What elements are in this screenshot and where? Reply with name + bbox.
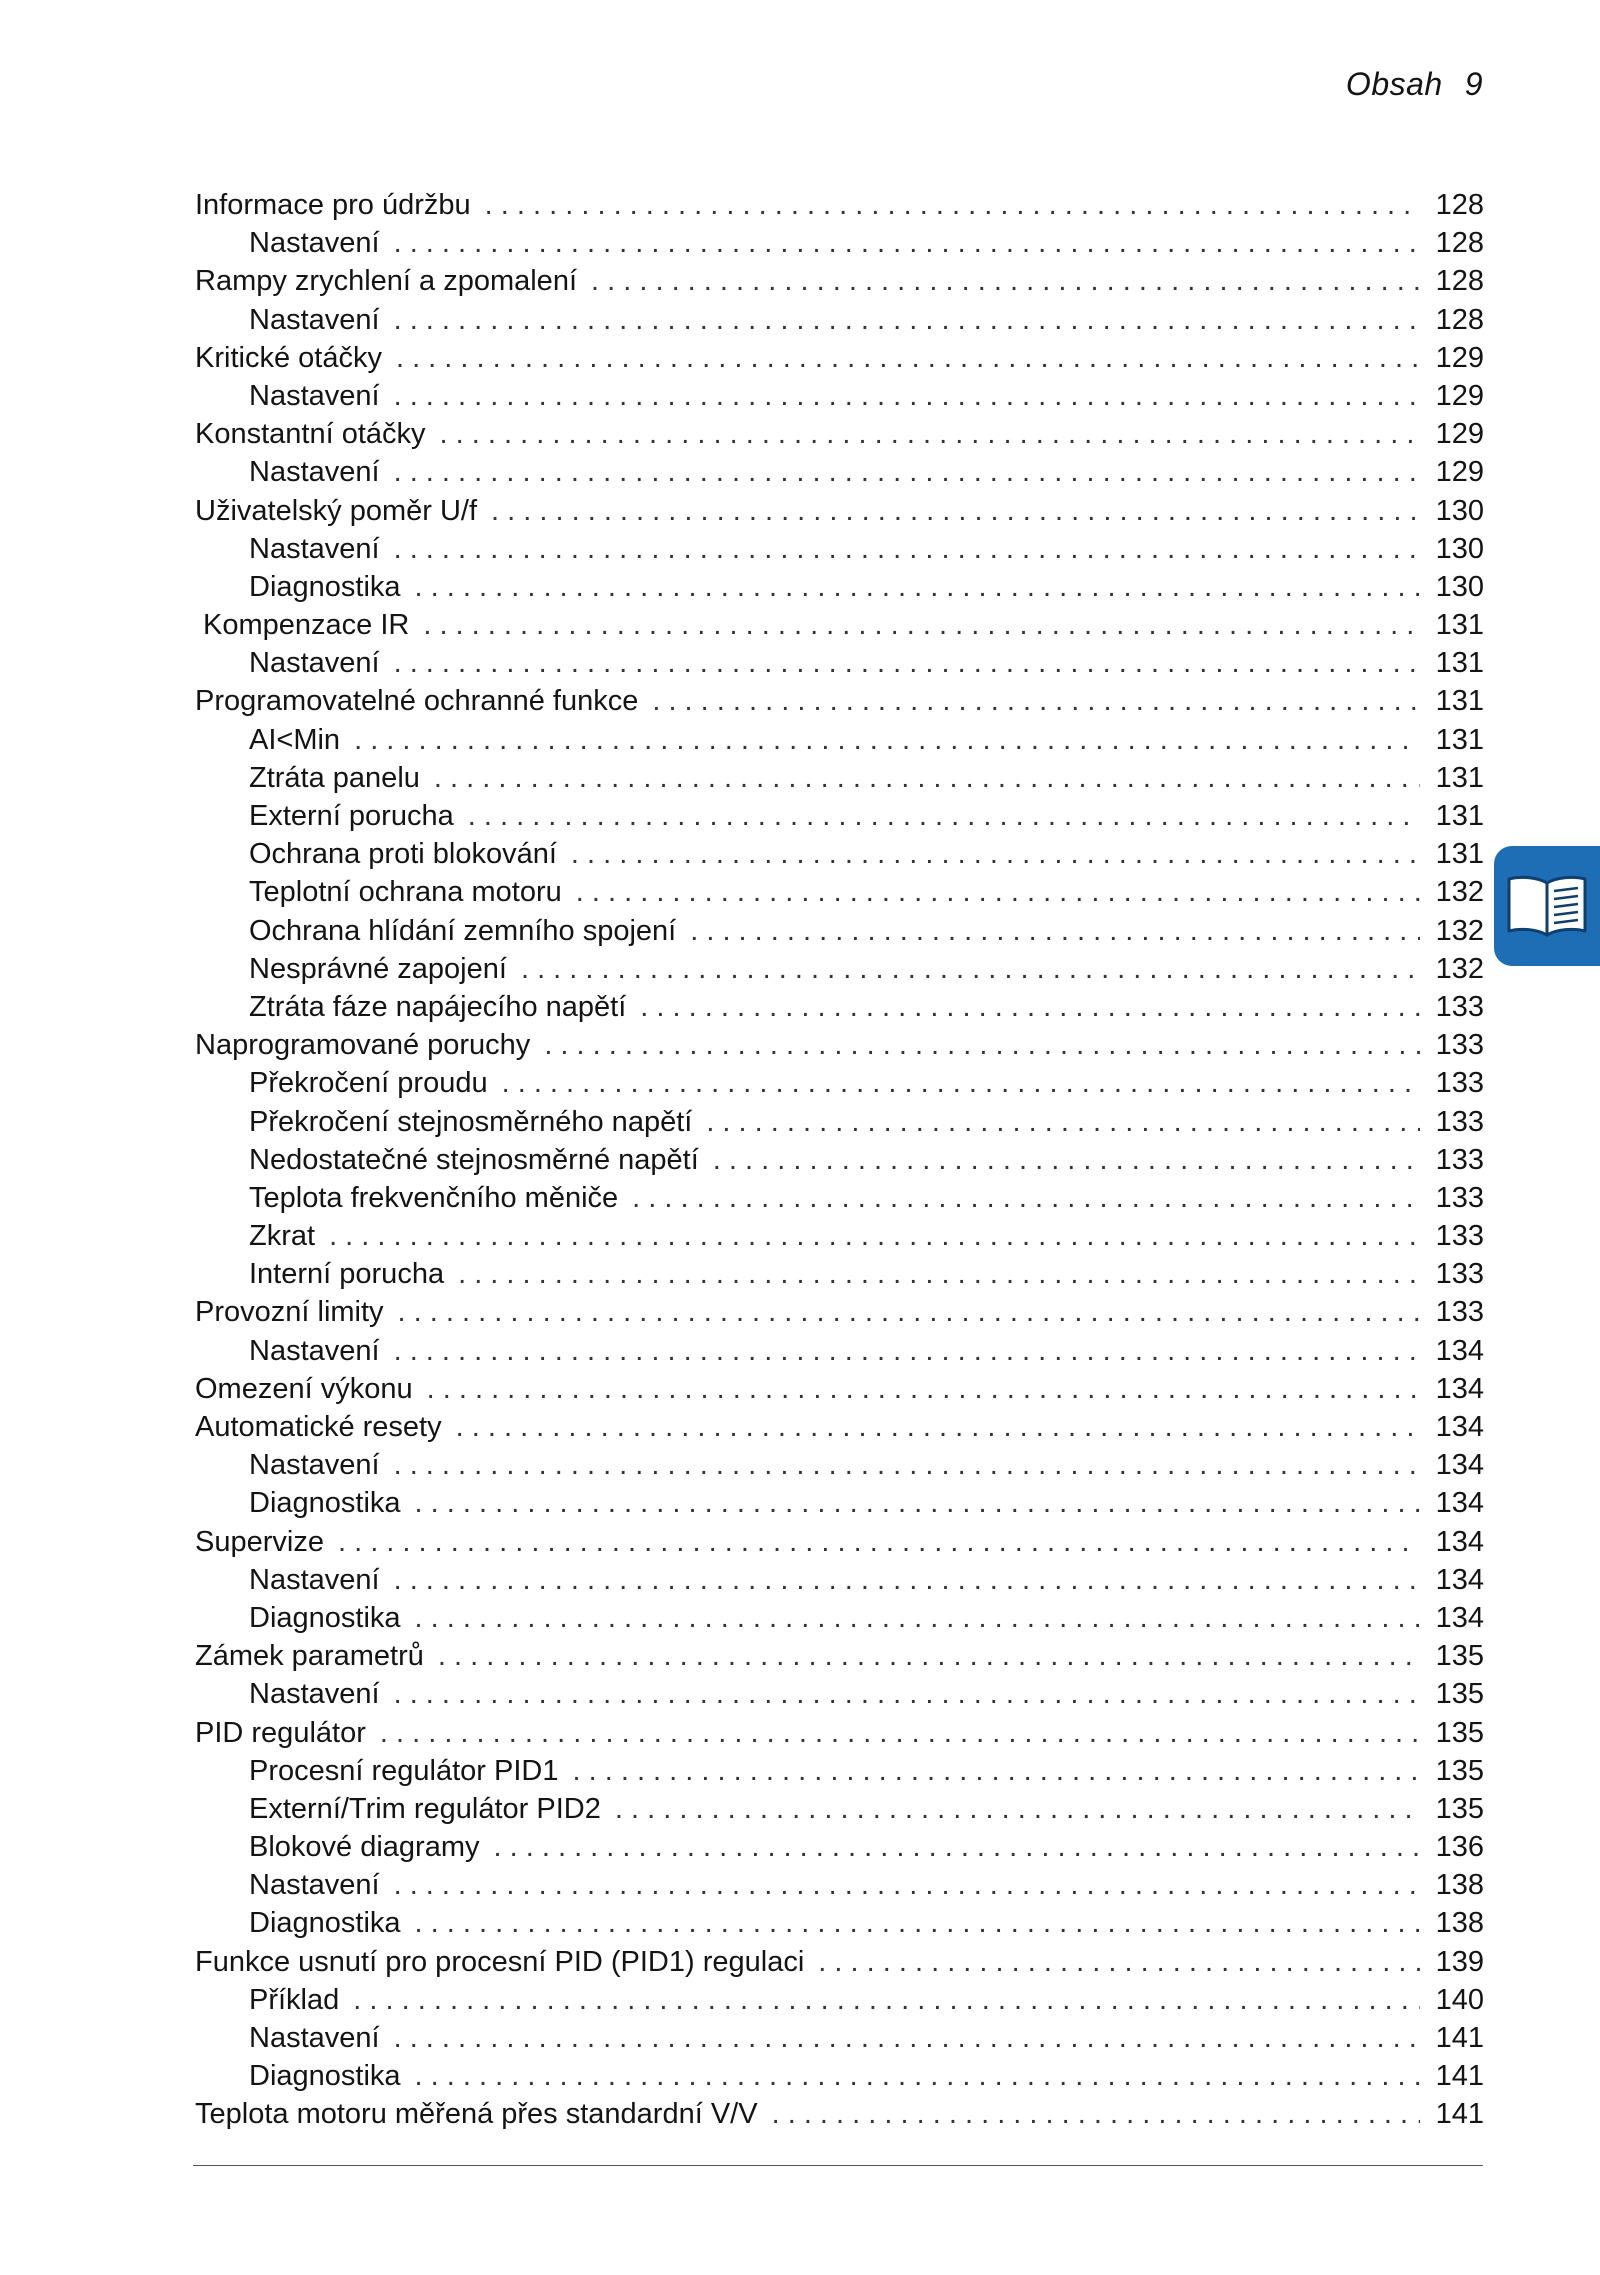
toc-entry-page: 134 bbox=[1435, 1449, 1484, 1482]
toc-entry-page: 140 bbox=[1435, 1983, 1484, 2016]
toc-entry[interactable] bbox=[195, 224, 1484, 262]
toc-entry[interactable] bbox=[195, 1255, 1484, 1293]
toc-entry-title: Rampy zrychlení a zpomalení bbox=[195, 265, 577, 298]
toc-entry[interactable] bbox=[195, 377, 1484, 415]
toc-entry-page: 141 bbox=[1435, 2022, 1484, 2054]
toc-entry-title: Překročení stejnosměrného napětí bbox=[249, 1105, 693, 1138]
toc-entry-title: Kritické otáčky bbox=[195, 341, 382, 374]
dot-leader bbox=[456, 1408, 1420, 1446]
toc-entry-page: 128 bbox=[1435, 265, 1484, 298]
toc-entry-page: 128 bbox=[1435, 189, 1484, 221]
toc-entry[interactable] bbox=[195, 1484, 1484, 1522]
toc-entry[interactable] bbox=[195, 2019, 1484, 2057]
toc-entry-title: Procesní regulátor PID1 bbox=[249, 1754, 559, 1787]
toc-entry-page: 131 bbox=[1435, 723, 1484, 756]
dot-leader bbox=[440, 415, 1420, 453]
toc-entry-page: 136 bbox=[1435, 1831, 1484, 1864]
toc-entry-title: Překročení proudu bbox=[249, 1067, 488, 1100]
dot-leader bbox=[494, 1828, 1421, 1866]
toc-entry-page: 134 bbox=[1435, 1601, 1484, 1634]
toc-entry[interactable] bbox=[195, 1675, 1484, 1713]
toc-entry[interactable] bbox=[195, 1026, 1484, 1064]
dot-leader bbox=[394, 530, 1420, 568]
toc-entry-page: 133 bbox=[1435, 1220, 1484, 1253]
toc-entry-page: 128 bbox=[1435, 227, 1484, 260]
toc-entry-title: Diagnostika bbox=[249, 1487, 401, 1520]
dot-leader bbox=[415, 1904, 1420, 1942]
dot-leader bbox=[394, 2019, 1420, 2057]
dot-leader bbox=[591, 262, 1420, 300]
toc-entry-title: Nedostatečné stejnosměrné napětí bbox=[249, 1143, 699, 1176]
toc-entry-page: 135 bbox=[1435, 1678, 1484, 1711]
toc-entry-page: 135 bbox=[1435, 1716, 1484, 1749]
toc-entry[interactable] bbox=[195, 1637, 1484, 1675]
dot-leader bbox=[380, 1714, 1420, 1752]
toc-entry-title: Naprogramované poruchy bbox=[195, 1029, 531, 1062]
dot-leader bbox=[394, 224, 1420, 262]
dot-leader bbox=[521, 950, 1420, 988]
toc-entry-page: 129 bbox=[1435, 418, 1484, 451]
toc-entry-title: Supervize bbox=[195, 1525, 324, 1558]
toc-entry-page: 133 bbox=[1435, 1029, 1484, 1062]
dot-leader bbox=[458, 1255, 1420, 1293]
toc-entry[interactable] bbox=[195, 568, 1484, 606]
dot-leader bbox=[394, 1866, 1420, 1904]
toc-entry-page: 134 bbox=[1435, 1525, 1484, 1558]
toc-entry-title: Ochrana proti blokování bbox=[249, 838, 557, 871]
toc-entry[interactable] bbox=[195, 797, 1484, 835]
dot-leader bbox=[615, 1790, 1420, 1828]
toc-entry-title: Funkce usnutí pro procesní PID (PID1) regulaci bbox=[195, 1945, 805, 1978]
toc-entry[interactable] bbox=[195, 1179, 1484, 1217]
toc-entry[interactable] bbox=[195, 1064, 1484, 1102]
toc-entry[interactable] bbox=[195, 1523, 1484, 1561]
dot-leader bbox=[394, 1675, 1420, 1713]
toc-entry-page: 138 bbox=[1435, 1907, 1484, 1940]
toc-entry[interactable] bbox=[195, 1561, 1484, 1599]
toc-entry-title: Příklad bbox=[249, 1983, 340, 2016]
toc-entry[interactable] bbox=[195, 873, 1484, 911]
toc-entry[interactable] bbox=[195, 912, 1484, 950]
toc-entry-title: Uživatelský poměr U/f bbox=[195, 494, 478, 527]
toc-entry-title: Diagnostika bbox=[249, 1907, 401, 1940]
toc-entry-title: Nastavení bbox=[249, 1563, 380, 1596]
toc-entry[interactable] bbox=[195, 1828, 1484, 1866]
toc-entry[interactable] bbox=[195, 988, 1484, 1026]
toc-entry[interactable] bbox=[195, 492, 1484, 530]
dot-leader bbox=[398, 1293, 1420, 1331]
toc-entry-title: Teplota frekvenčního měniče bbox=[249, 1181, 619, 1214]
toc-entry-title: Nastavení bbox=[249, 227, 380, 260]
toc-entry-title: Nastavení bbox=[249, 379, 380, 412]
dot-leader bbox=[485, 186, 1420, 224]
dot-leader bbox=[353, 1981, 1420, 2019]
toc-entry-page: 133 bbox=[1435, 1105, 1484, 1138]
toc-entry-page: 129 bbox=[1435, 456, 1484, 489]
toc-entry-title: Ztráta fáze napájecího napětí bbox=[249, 990, 627, 1023]
toc-entry[interactable] bbox=[195, 530, 1484, 568]
table-of-contents bbox=[195, 186, 1484, 2134]
toc-entry-page: 133 bbox=[1435, 1181, 1484, 1214]
toc-entry-page: 130 bbox=[1435, 494, 1484, 527]
dot-leader bbox=[427, 1370, 1420, 1408]
dot-leader bbox=[394, 301, 1420, 339]
toc-entry-title: PID regulátor bbox=[195, 1716, 366, 1749]
dot-leader bbox=[544, 1026, 1420, 1064]
toc-entry[interactable] bbox=[195, 1446, 1484, 1484]
toc-entry-title: Ochrana hlídání zemního spojení bbox=[249, 914, 677, 947]
toc-entry-page: 131 bbox=[1435, 609, 1484, 642]
dot-leader bbox=[572, 1752, 1420, 1790]
toc-entry-title: Diagnostika bbox=[249, 570, 401, 603]
toc-entry[interactable] bbox=[195, 1370, 1484, 1408]
dot-leader bbox=[652, 682, 1420, 720]
toc-entry-title: Nastavení bbox=[249, 1334, 380, 1367]
toc-entry-title: Teplota motoru měřená přes standardní V/V bbox=[195, 2098, 758, 2131]
toc-entry-title: Provozní limity bbox=[195, 1296, 384, 1329]
toc-entry[interactable] bbox=[195, 1141, 1484, 1179]
toc-entry-title: Interní porucha bbox=[249, 1258, 445, 1291]
dot-leader bbox=[338, 1523, 1420, 1561]
toc-entry-page: 132 bbox=[1435, 876, 1484, 909]
toc-entry[interactable] bbox=[195, 950, 1484, 988]
toc-entry[interactable] bbox=[195, 262, 1484, 300]
dot-leader bbox=[394, 1446, 1420, 1484]
toc-entry-title: Nastavení bbox=[249, 303, 380, 336]
dot-leader bbox=[706, 1103, 1420, 1141]
toc-entry[interactable] bbox=[195, 1103, 1484, 1141]
dot-leader bbox=[772, 2095, 1420, 2133]
chapter-tab[interactable] bbox=[1494, 846, 1600, 966]
toc-entry[interactable] bbox=[195, 1217, 1484, 1255]
toc-entry-page: 129 bbox=[1435, 341, 1484, 374]
dot-leader bbox=[690, 912, 1420, 950]
toc-entry-title: Zámek parametrů bbox=[195, 1640, 424, 1673]
toc-entry[interactable] bbox=[195, 415, 1484, 453]
page-header bbox=[1346, 66, 1483, 103]
toc-entry-page: 139 bbox=[1435, 1945, 1484, 1978]
toc-entry[interactable] bbox=[195, 1790, 1484, 1828]
dot-leader bbox=[415, 568, 1420, 606]
toc-entry[interactable] bbox=[195, 682, 1484, 720]
dot-leader bbox=[394, 1561, 1420, 1599]
toc-entry[interactable] bbox=[195, 2095, 1484, 2133]
toc-entry-title: Nastavení bbox=[249, 1449, 380, 1482]
toc-entry-page: 138 bbox=[1435, 1869, 1484, 1902]
toc-entry-title: AI<Min bbox=[249, 723, 341, 756]
toc-entry-title: Ztráta panelu bbox=[249, 761, 420, 794]
toc-entry-page: 134 bbox=[1435, 1411, 1484, 1443]
toc-entry-page: 132 bbox=[1435, 952, 1484, 985]
toc-entry-page: 134 bbox=[1435, 1334, 1484, 1367]
toc-entry-page: 131 bbox=[1435, 685, 1484, 718]
toc-entry-title: Externí/Trim regulátor PID2 bbox=[249, 1792, 601, 1825]
toc-entry-title: Externí porucha bbox=[249, 800, 454, 832]
toc-entry-title: Nastavení bbox=[249, 456, 380, 489]
toc-entry[interactable] bbox=[195, 721, 1484, 759]
toc-entry-page: 133 bbox=[1435, 1143, 1484, 1176]
dot-leader bbox=[396, 339, 1420, 377]
dot-leader bbox=[502, 1064, 1420, 1102]
toc-entry-title: Nastavení bbox=[249, 2022, 380, 2054]
toc-entry-page: 141 bbox=[1435, 2098, 1484, 2131]
toc-entry-page: 129 bbox=[1435, 379, 1484, 412]
toc-entry-title: Nastavení bbox=[249, 647, 380, 680]
toc-entry-page: 131 bbox=[1435, 800, 1484, 832]
dot-leader bbox=[571, 835, 1420, 873]
toc-entry-title: Informace pro údržbu bbox=[195, 189, 471, 221]
toc-entry-page: 132 bbox=[1435, 914, 1484, 947]
book-icon bbox=[1504, 873, 1590, 939]
dot-leader bbox=[394, 453, 1420, 491]
toc-entry[interactable] bbox=[195, 301, 1484, 339]
toc-entry-page: 135 bbox=[1435, 1640, 1484, 1673]
toc-entry[interactable] bbox=[195, 186, 1484, 224]
toc-entry-page: 133 bbox=[1435, 1258, 1484, 1291]
toc-entry[interactable] bbox=[195, 644, 1484, 682]
dot-leader bbox=[394, 1332, 1420, 1370]
toc-entry-page: 130 bbox=[1435, 532, 1484, 565]
toc-entry-title: Konstantní otáčky bbox=[195, 418, 426, 451]
toc-entry-page: 131 bbox=[1435, 647, 1484, 680]
page-number: 9 bbox=[1464, 66, 1483, 102]
toc-entry[interactable] bbox=[195, 339, 1484, 377]
toc-entry[interactable] bbox=[195, 835, 1484, 873]
toc-entry[interactable] bbox=[195, 606, 1484, 644]
toc-entry-title: Nesprávné zapojení bbox=[249, 952, 507, 985]
dot-leader bbox=[632, 1179, 1420, 1217]
toc-entry-title: Teplotní ochrana motoru bbox=[249, 876, 562, 909]
toc-entry-page: 141 bbox=[1435, 2060, 1484, 2093]
toc-entry-title: Zkrat bbox=[249, 1220, 316, 1253]
toc-entry[interactable] bbox=[195, 1904, 1484, 1942]
toc-entry[interactable] bbox=[195, 2057, 1484, 2095]
toc-entry[interactable] bbox=[195, 1332, 1484, 1370]
toc-entry-title: Programovatelné ochranné funkce bbox=[195, 685, 639, 718]
dot-leader bbox=[415, 2057, 1420, 2095]
dot-leader bbox=[468, 797, 1420, 835]
dot-leader bbox=[713, 1141, 1420, 1179]
dot-leader bbox=[354, 721, 1420, 759]
toc-entry[interactable] bbox=[195, 1293, 1484, 1331]
dot-leader bbox=[576, 873, 1420, 911]
toc-entry-page: 133 bbox=[1435, 990, 1484, 1023]
toc-entry-title: Nastavení bbox=[249, 532, 380, 565]
toc-entry[interactable] bbox=[195, 1408, 1484, 1446]
dot-leader bbox=[415, 1484, 1420, 1522]
dot-leader bbox=[415, 1599, 1420, 1637]
toc-entry[interactable] bbox=[195, 1714, 1484, 1752]
toc-entry-page: 131 bbox=[1435, 761, 1484, 794]
dot-leader bbox=[818, 1943, 1420, 1981]
dot-leader bbox=[491, 492, 1420, 530]
toc-entry-page: 134 bbox=[1435, 1487, 1484, 1520]
toc-entry-page: 131 bbox=[1435, 838, 1484, 871]
toc-entry-title: Diagnostika bbox=[249, 1601, 401, 1634]
toc-entry-title: Kompenzace IR bbox=[203, 609, 410, 642]
toc-entry-title: Omezení výkonu bbox=[195, 1372, 413, 1405]
toc-entry[interactable] bbox=[195, 1943, 1484, 1981]
section-title: Obsah bbox=[1345, 66, 1443, 102]
dot-leader bbox=[329, 1217, 1420, 1255]
toc-entry-title: Blokové diagramy bbox=[249, 1831, 480, 1864]
toc-entry-page: 133 bbox=[1435, 1296, 1484, 1329]
toc-entry[interactable] bbox=[195, 759, 1484, 797]
toc-entry-title: Automatické resety bbox=[195, 1411, 442, 1443]
dot-leader bbox=[394, 377, 1420, 415]
dot-leader bbox=[434, 759, 1420, 797]
toc-entry-page: 133 bbox=[1435, 1067, 1484, 1100]
toc-entry-page: 135 bbox=[1435, 1792, 1484, 1825]
dot-leader bbox=[640, 988, 1420, 1026]
dot-leader bbox=[394, 644, 1420, 682]
toc-entry-title: Nastavení bbox=[249, 1678, 380, 1711]
toc-entry[interactable] bbox=[195, 1599, 1484, 1637]
toc-entry-page: 134 bbox=[1435, 1372, 1484, 1405]
toc-entry-page: 130 bbox=[1435, 570, 1484, 603]
dot-leader bbox=[438, 1637, 1420, 1675]
toc-entry[interactable] bbox=[195, 453, 1484, 491]
toc-entry-page: 134 bbox=[1435, 1563, 1484, 1596]
dot-leader bbox=[423, 606, 1420, 644]
toc-entry[interactable] bbox=[195, 1752, 1484, 1790]
toc-entry-page: 128 bbox=[1435, 303, 1484, 336]
footer-divider bbox=[193, 2165, 1483, 2166]
toc-entry-page: 135 bbox=[1435, 1754, 1484, 1787]
toc-entry-title: Diagnostika bbox=[249, 2060, 401, 2093]
toc-entry[interactable] bbox=[195, 1866, 1484, 1904]
toc-entry[interactable] bbox=[195, 1981, 1484, 2019]
toc-entry-title: Nastavení bbox=[249, 1869, 380, 1902]
